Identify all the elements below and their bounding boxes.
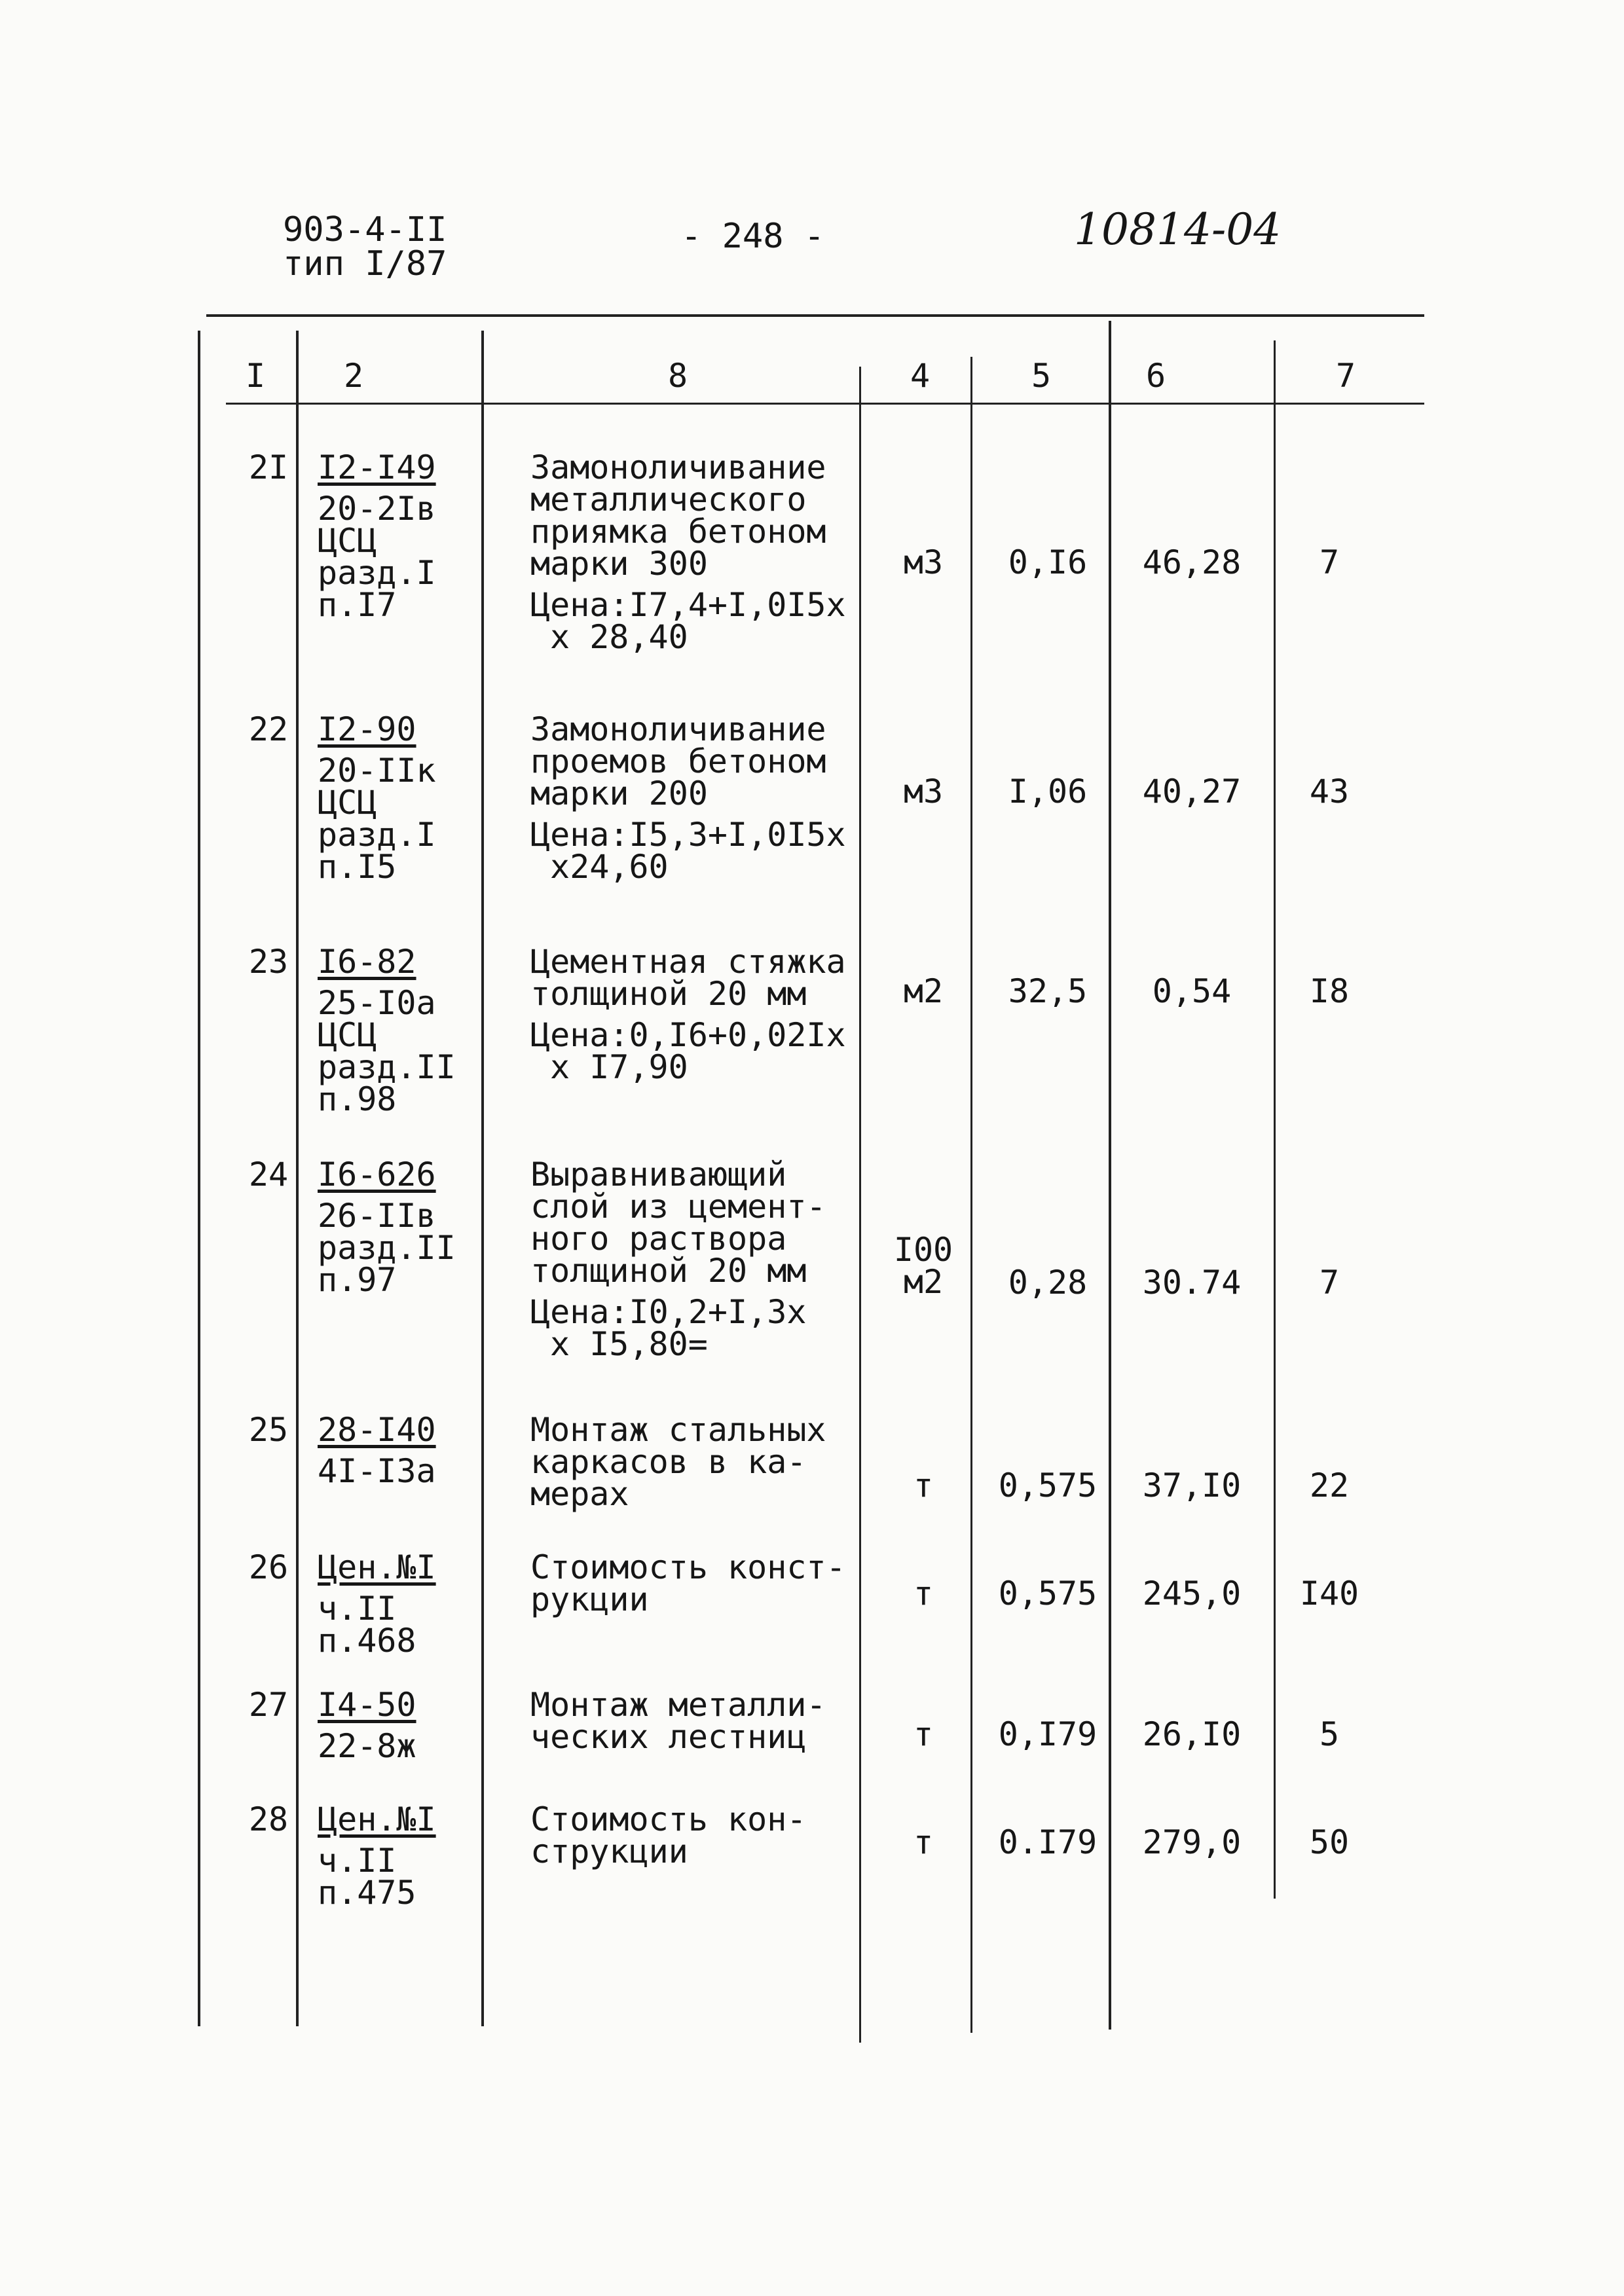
row-unit: м2 [903, 972, 944, 1010]
row-quantity: 0.I79 [998, 1823, 1098, 1861]
row-description-line: слой из цемент- [530, 1188, 826, 1226]
table-top-rule [206, 314, 1424, 317]
row-number: 27 [248, 1686, 289, 1724]
row-code-primary: 28-I40 [318, 1411, 436, 1449]
row-code-line: п.I5 [318, 848, 397, 886]
row-unit: I00 м2 [893, 1231, 953, 1301]
row-code-line: п.98 [318, 1080, 397, 1118]
page-number: - 248 - [681, 217, 825, 256]
row-number: 26 [248, 1548, 289, 1586]
row-code-line: 20-2Iв [318, 490, 436, 528]
col-heading-5: 5 [1031, 357, 1052, 395]
row-description-line: Выравнивающий [530, 1156, 787, 1194]
row-price-formula-line: x I7,90 [550, 1048, 688, 1086]
row-description-cell [530, 943, 858, 1086]
row-code-cell [318, 943, 468, 1118]
row-unit-price: 245,0 [1142, 1575, 1242, 1613]
row-code-line: ЦСЦ [318, 522, 377, 560]
row-description-line: струкции [530, 1832, 688, 1870]
col-heading-4: 4 [910, 357, 931, 395]
row-number: 24 [248, 1156, 289, 1194]
row-code-line: разд.II [318, 1048, 456, 1086]
row-code-line: ч.II [318, 1590, 397, 1628]
row-code-line: 26-IIв [318, 1197, 436, 1235]
row-code-cell [318, 1800, 468, 1912]
row-unit: т [913, 1467, 934, 1504]
row-code-cell [318, 1548, 468, 1660]
row-unit: т [913, 1715, 934, 1753]
row-code-line: ч.II [318, 1842, 397, 1880]
row-description-cell [530, 710, 858, 886]
row-price-formula-line: Цена:I0,2+I,3x [530, 1293, 807, 1331]
row-code-line: п.468 [318, 1622, 416, 1660]
row-description-line: Цементная стяжка [530, 943, 846, 981]
row-description-line: Стоимость кон- [530, 1800, 807, 1838]
row-quantity: 0,575 [998, 1467, 1098, 1504]
col-heading-1: I [245, 357, 266, 395]
document-code-line1: 903-4-II [283, 210, 447, 249]
row-quantity: 0,I79 [998, 1715, 1098, 1753]
row-number: 23 [248, 943, 289, 981]
row-total: 7 [1319, 543, 1340, 581]
row-code-cell [318, 448, 468, 624]
row-code-primary: I2-90 [318, 710, 416, 748]
row-description-line: толщиной 20 мм [530, 1252, 807, 1290]
row-unit-price: 46,28 [1142, 543, 1242, 581]
row-code-line: разд.I [318, 816, 436, 854]
col-rule-4 [970, 357, 972, 2033]
row-description-line: проемов бетоном [530, 742, 826, 780]
row-description-line: Монтаж металли- [530, 1686, 826, 1724]
row-description-cell [530, 1548, 858, 1618]
row-total: I8 [1309, 972, 1350, 1010]
row-code-primary: I6-82 [318, 943, 416, 981]
row-number: 2I [248, 448, 289, 486]
row-unit: т [913, 1575, 934, 1613]
row-code-line: п.475 [318, 1874, 416, 1912]
row-unit: м3 [903, 543, 944, 581]
document-code [283, 210, 447, 283]
row-description-line: Замоноличивание [530, 448, 826, 486]
row-code-line: 25-I0а [318, 984, 436, 1022]
col-heading-3: 8 [667, 357, 688, 395]
row-quantity: 0,575 [998, 1575, 1098, 1613]
row-code-line: 22-8ж [318, 1727, 416, 1765]
row-description-line: толщиной 20 мм [530, 975, 807, 1013]
row-description-line: марки 300 [530, 545, 708, 583]
row-code-line: 20-IIк [318, 752, 436, 790]
row-code-cell [318, 1411, 468, 1490]
row-unit-price: 0,54 [1152, 972, 1232, 1010]
row-number: 22 [248, 710, 289, 748]
col-rule-2 [481, 331, 484, 2026]
row-unit-price: 37,I0 [1142, 1467, 1242, 1504]
row-total: I40 [1299, 1575, 1359, 1613]
col-rule-6 [1274, 340, 1276, 1899]
row-code-line: разд.II [318, 1229, 456, 1267]
row-quantity: I,06 [1008, 773, 1088, 811]
row-code-line: п.97 [318, 1261, 397, 1299]
row-unit-price: 40,27 [1142, 773, 1242, 811]
row-price-formula-line: x I5,80= [550, 1325, 708, 1363]
col-heading-7: 7 [1335, 357, 1356, 395]
row-code-line: ЦСЦ [318, 1016, 377, 1054]
row-total: 5 [1319, 1715, 1340, 1753]
row-description-line: марки 200 [530, 774, 708, 812]
row-unit-price: 279,0 [1142, 1823, 1242, 1861]
row-code-line: ЦСЦ [318, 784, 377, 822]
row-total: 22 [1309, 1467, 1350, 1504]
row-price-formula-line: x 28,40 [550, 618, 688, 656]
row-description-line: Стоимость конст- [530, 1548, 846, 1586]
row-unit-price: 26,I0 [1142, 1715, 1242, 1753]
col-heading-2: 2 [343, 357, 364, 395]
row-total: 7 [1319, 1264, 1340, 1302]
row-description-cell [530, 1156, 858, 1363]
row-description-line: ческих лестниц [530, 1718, 807, 1756]
row-number: 28 [248, 1800, 289, 1838]
row-price-formula-line: Цена:0,I6+0,02Ix [530, 1016, 846, 1054]
col-rule-5 [1109, 321, 1111, 2030]
handwritten-doc-number: 10814-04 [1074, 204, 1282, 255]
row-code-primary: Цен.№I [318, 1800, 436, 1838]
row-price-formula-line: Цена:I7,4+I,0I5x [530, 586, 846, 624]
document-code-line2: тип I/87 [283, 244, 447, 283]
row-description-line: Замоноличивание [530, 710, 826, 748]
row-quantity: 0,I6 [1008, 543, 1088, 581]
row-quantity: 0,28 [1008, 1264, 1088, 1302]
row-description-cell [530, 1686, 858, 1756]
row-code-line: разд.I [318, 554, 436, 592]
header-bottom-rule [226, 403, 1424, 405]
col-rule-3 [859, 367, 861, 2043]
row-code-cell [318, 1686, 468, 1765]
row-code-primary: I4-50 [318, 1686, 416, 1724]
row-description-cell [530, 448, 858, 656]
row-description-line: ного раствора [530, 1220, 787, 1258]
row-description-line: каркасов в ка- [530, 1443, 807, 1481]
row-description-line: мерах [530, 1475, 629, 1513]
row-description-line: металлического [530, 481, 807, 519]
row-number: 25 [248, 1411, 289, 1449]
row-code-primary: Цен.№I [318, 1548, 436, 1586]
row-unit: м3 [903, 773, 944, 811]
row-total: 50 [1309, 1823, 1350, 1861]
row-quantity: 32,5 [1008, 972, 1088, 1010]
row-unit-price: 30.74 [1142, 1264, 1242, 1302]
row-total: 43 [1309, 773, 1350, 811]
row-code-primary: I6-626 [318, 1156, 436, 1194]
col-rule-0 [198, 331, 200, 2026]
row-code-line: п.I7 [318, 586, 397, 624]
row-code-primary: I2-I49 [318, 448, 436, 486]
row-unit: т [913, 1823, 934, 1861]
row-price-formula-line: Цена:I5,3+I,0I5x [530, 816, 846, 854]
row-description-line: Монтаж стальных [530, 1411, 826, 1449]
row-description-line: приямка бетоном [530, 513, 826, 551]
row-code-cell [318, 710, 468, 886]
row-code-line: 4I-I3а [318, 1452, 436, 1490]
row-description-line: рукции [530, 1580, 649, 1618]
col-heading-6: 6 [1145, 357, 1166, 395]
row-description-cell [530, 1411, 858, 1513]
row-price-formula-line: x24,60 [550, 848, 669, 886]
row-code-cell [318, 1156, 468, 1299]
row-description-cell [530, 1800, 858, 1870]
